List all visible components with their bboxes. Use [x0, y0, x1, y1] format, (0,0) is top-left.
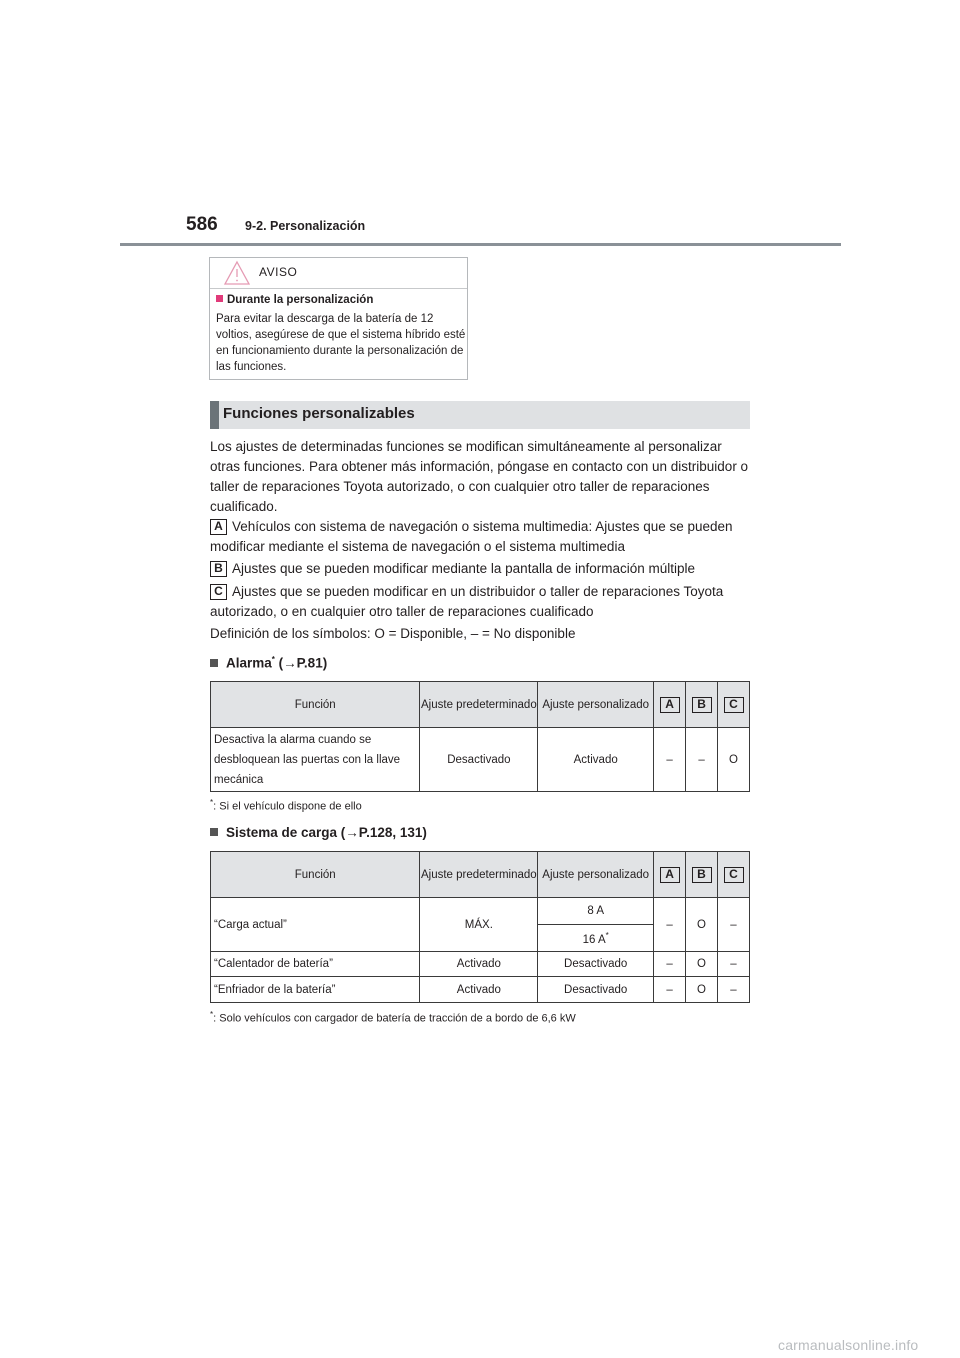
square-bullet-icon	[210, 828, 218, 836]
legend-item-a: A Vehículos con sistema de navegación o sistema multimedia: Ajustes que se pueden modificar mediante el sistema de navegación o el sistema multimedia	[210, 519, 733, 554]
cell-a: –	[654, 898, 686, 952]
badge-a: A	[210, 519, 227, 535]
cell-function: “Calentador de batería”	[211, 952, 420, 977]
cell-c: –	[718, 898, 750, 952]
cell-custom-1: 8 A	[538, 898, 654, 925]
header-a: A	[654, 852, 686, 898]
section-heading-bar	[210, 401, 750, 429]
cell-default: Activado	[420, 952, 538, 977]
badge-b: B	[210, 561, 227, 577]
cell-function: “Enfriador de la batería”	[211, 977, 420, 1003]
intro-paragraph: Los ajustes de determinadas funciones se modifican simultáneamente al personalizar otras funciones. Para obtener más información, póngase en contacto con un distribuidor o taller de reparaciones Toyota autorizado, o con cualquier otro taller de reparaciones cualificado.	[210, 439, 749, 514]
warning-label: AVISO	[259, 265, 298, 279]
alarm-footnote: *: Si el vehículo dispone de ello	[210, 798, 362, 813]
cell-function: Desactiva la alarma cuando se desbloquean las puertas con la llave mecánica	[211, 728, 420, 792]
alarm-table	[210, 681, 750, 792]
cell-custom: Desactivado	[538, 952, 654, 977]
cell-a: –	[654, 728, 686, 792]
page-number: 586	[186, 214, 218, 235]
header-b: B	[686, 852, 718, 898]
warning-header	[210, 258, 467, 289]
legend-item-c: C Ajustes que se pueden modificar en un distribuidor o taller de reparaciones Toyota autorizado, o en cualquier otro taller de reparaciones cualificado	[210, 584, 724, 619]
cell-c: O	[718, 728, 750, 792]
cell-function: “Carga actual”	[211, 898, 420, 952]
header-default: Ajuste predeterminado	[420, 852, 538, 898]
cell-a: –	[654, 977, 686, 1003]
warning-triangle-icon	[223, 260, 251, 286]
cell-custom: Desactivado	[538, 977, 654, 1003]
section-heading: Funciones personalizables	[223, 405, 415, 422]
cell-default: MÁX.	[420, 898, 538, 952]
header-custom: Ajuste personalizado	[538, 852, 654, 898]
table-row	[211, 898, 750, 925]
square-bullet-icon	[210, 659, 218, 667]
header-rule	[120, 243, 841, 246]
cell-custom: Activado	[538, 728, 654, 792]
warning-subtitle: Durante la personalización	[216, 294, 373, 306]
legend-item-b: B Ajustes que se pueden modificar mediante la pantalla de información múltiple	[210, 559, 755, 579]
header-function: Función	[211, 852, 420, 898]
cell-a: –	[654, 952, 686, 977]
header-function: Función	[211, 682, 420, 728]
charging-heading: Sistema de carga (→P.128, 131)	[210, 825, 427, 840]
table-header-row	[211, 682, 750, 728]
cell-b: O	[686, 977, 718, 1003]
header-default: Ajuste predeterminado	[420, 682, 538, 728]
table-header-row	[211, 852, 750, 898]
charging-table	[210, 851, 750, 1003]
section-title: 9-2. Personalización	[245, 219, 366, 233]
cell-b: O	[686, 952, 718, 977]
alarm-heading: Alarma* (→P.81)	[210, 655, 327, 671]
charging-footnote: *: Solo vehículos con cargador de batería de tracción de a bordo de 6,6 kW	[210, 1010, 576, 1025]
cell-c: –	[718, 977, 750, 1003]
watermark: carmanualsonline.info	[778, 1337, 919, 1353]
badge-c: C	[210, 584, 227, 600]
table-row	[211, 977, 750, 1003]
header-a: A	[654, 682, 686, 728]
cell-default: Activado	[420, 977, 538, 1003]
header-b: B	[686, 682, 718, 728]
warning-text: Para evitar la descarga de la batería de 12 voltios, asegúrese de que el sistema híbrido esté en funcionamiento durante la personalización de las funciones.	[216, 313, 466, 373]
cell-custom-2: 16 A*	[538, 925, 654, 952]
cell-b: –	[686, 728, 718, 792]
section-heading-accent	[210, 401, 219, 429]
table-row	[211, 952, 750, 977]
table-row	[211, 728, 750, 792]
header-custom: Ajuste personalizado	[538, 682, 654, 728]
warning-box	[209, 257, 468, 380]
cell-b: O	[686, 898, 718, 952]
cell-default: Desactivado	[420, 728, 538, 792]
symbols-definition: Definición de los símbolos: O = Disponible, – = No disponible	[210, 626, 576, 641]
header-c: C	[718, 852, 750, 898]
header-c: C	[718, 682, 750, 728]
cell-c: –	[718, 952, 750, 977]
pink-square-icon	[216, 295, 223, 302]
